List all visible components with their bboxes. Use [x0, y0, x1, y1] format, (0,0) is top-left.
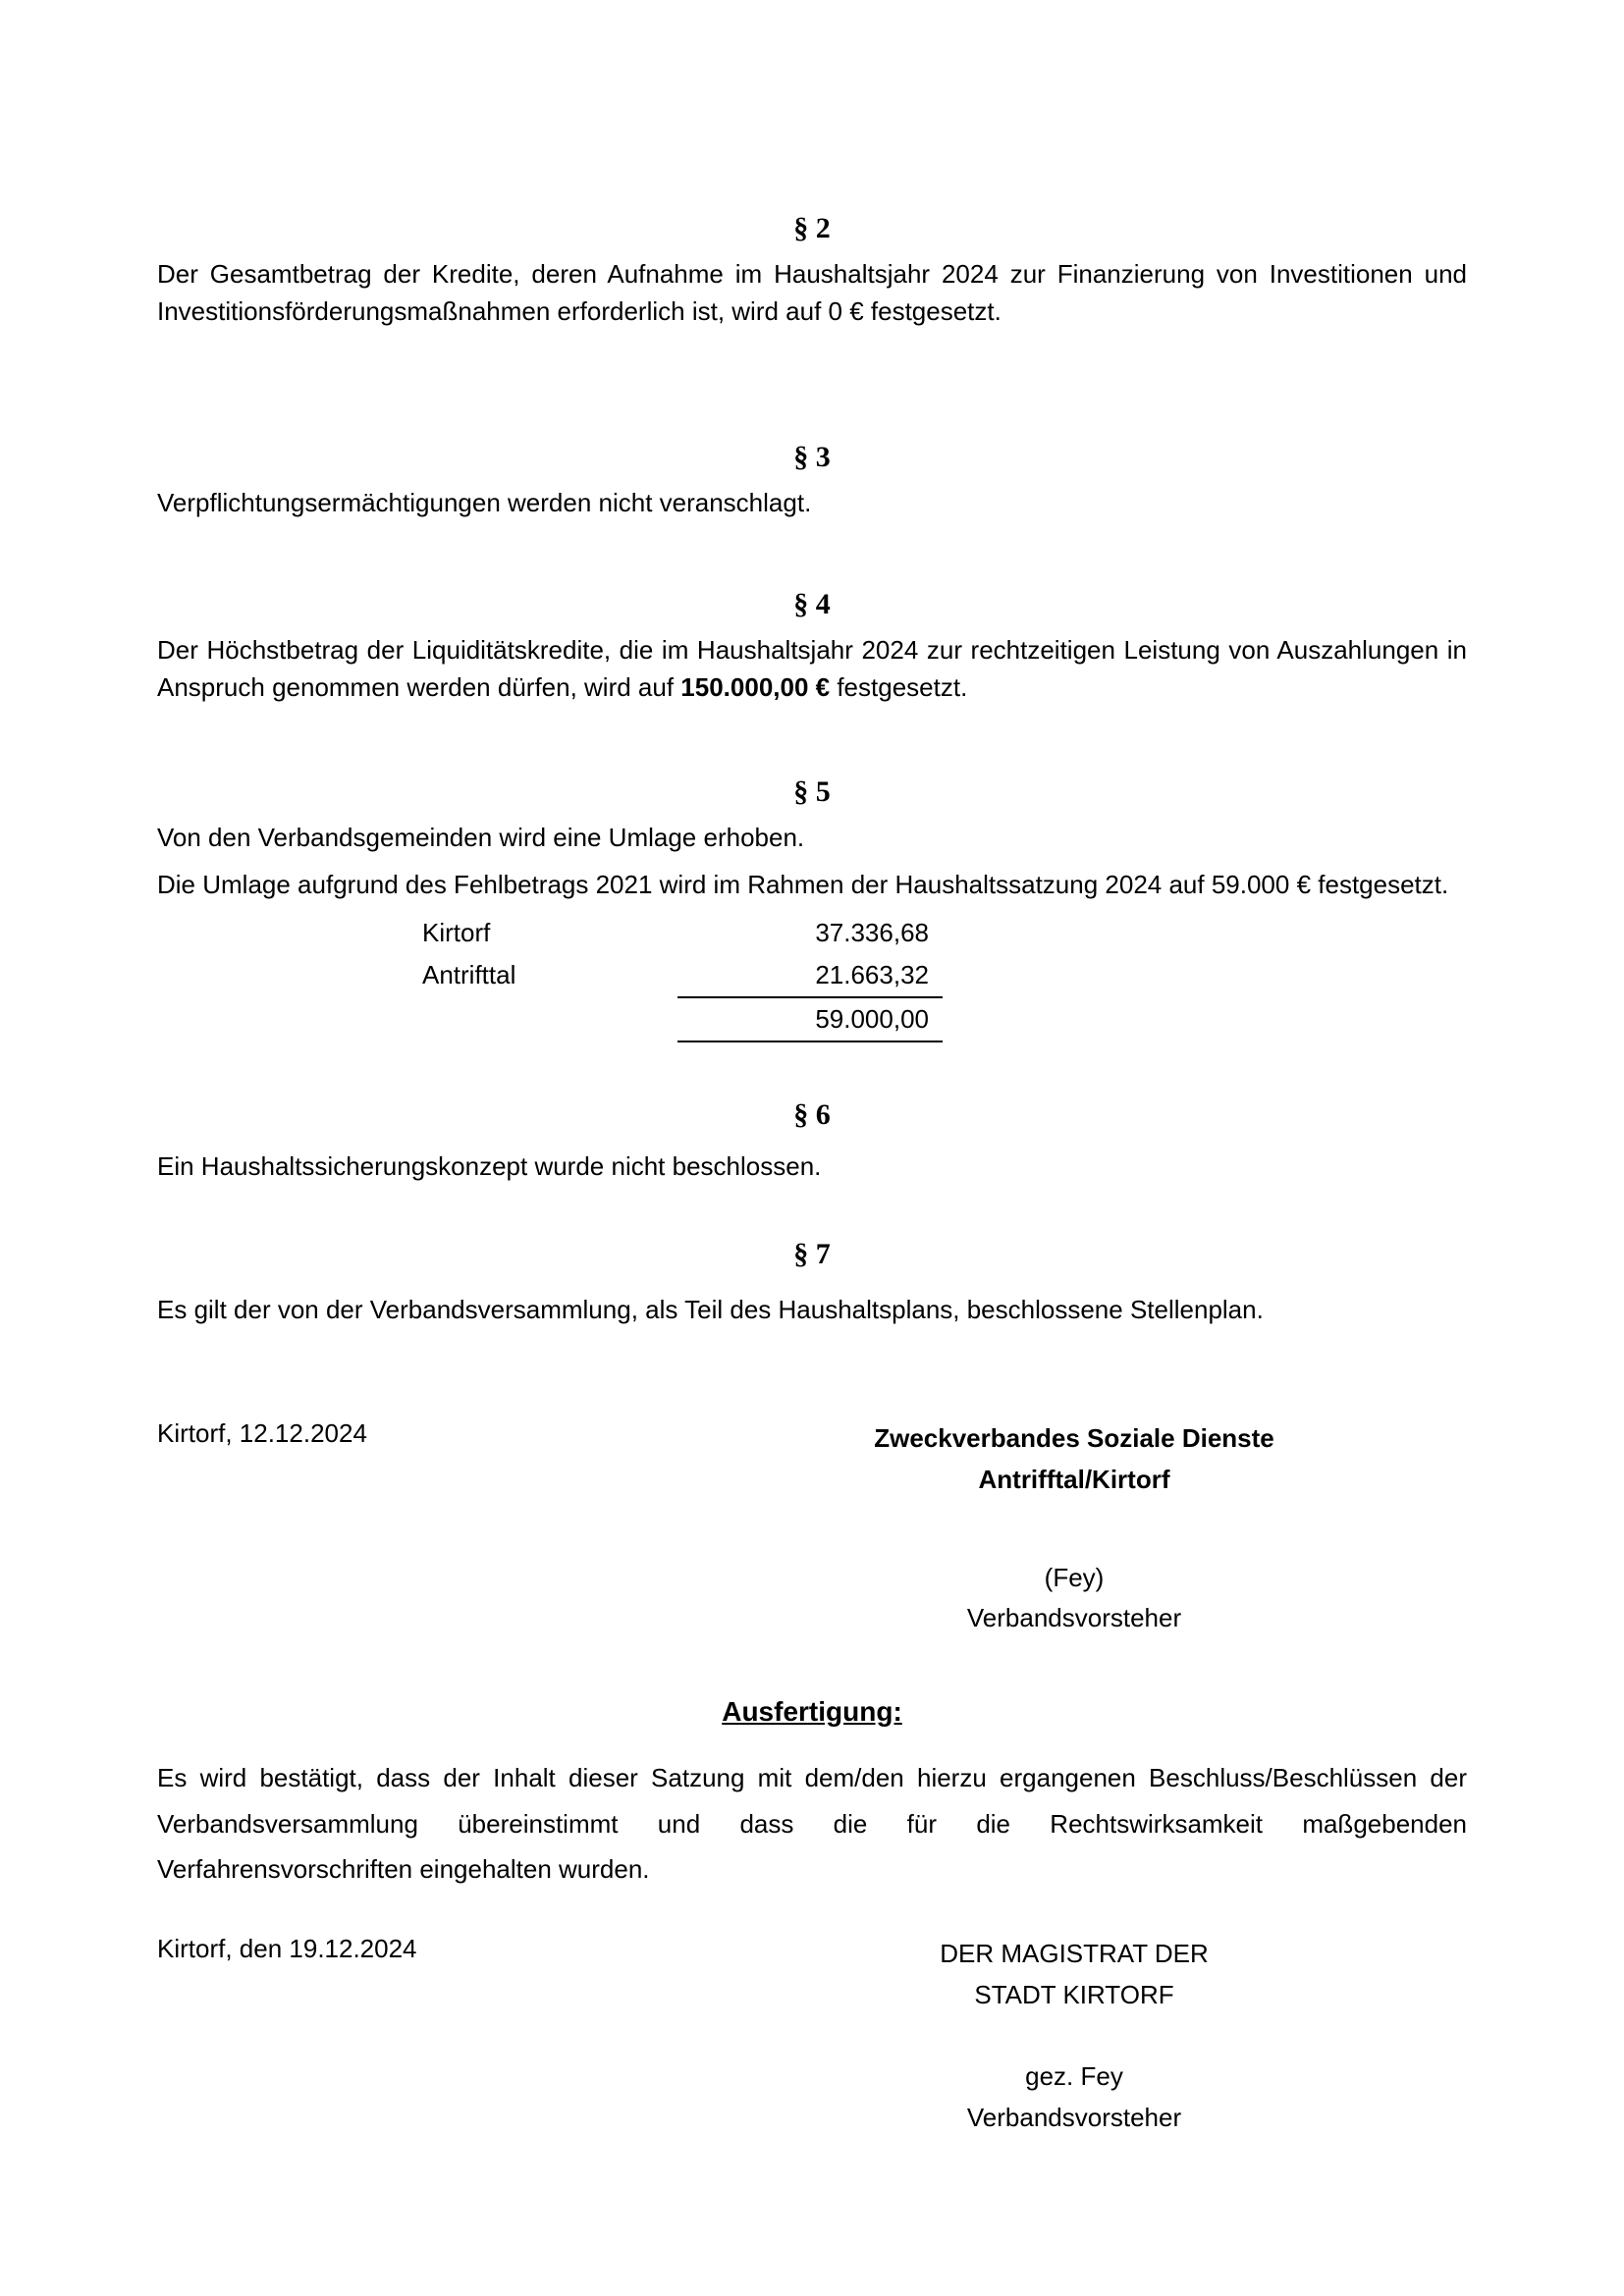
section-4-heading: § 4 — [793, 588, 831, 621]
signature-2-organization — [799, 1934, 1349, 2015]
section-2-heading: § 2 — [793, 212, 831, 244]
signature-1-org-line-2: Antrifftal/Kirtorf — [978, 1465, 1170, 1495]
section-4-amount: 150.000,00 € — [680, 671, 831, 702]
section-6 — [157, 1097, 1467, 1186]
row-label-empty — [422, 997, 677, 1041]
section-4 — [157, 587, 1467, 706]
section-4-text-post: festgesetzt. — [830, 671, 968, 702]
section-7-heading: § 7 — [793, 1237, 831, 1270]
signer-2-name: gez. Fey — [1025, 2061, 1123, 2092]
row-label: Kirtorf — [422, 917, 491, 947]
section-7-paragraph: Es gilt der von der Verbandsversammlung, als Teil des Haushaltsplans, beschlossene Stellenplan. — [157, 1294, 1264, 1324]
section-2-paragraph: Der Gesamtbetrag der Kredite, deren Aufnahme im Haushaltsjahr 2024 zur Finanzierung von Investitionen und Investitionsförderungsmaßnahmen erforderlich ist, wird auf 0 € festgesetzt. — [157, 259, 1467, 326]
signature-1-org-line-1: Zweckverbandes Soziale Dienste — [874, 1423, 1274, 1454]
row-value: 21.663,32 — [677, 954, 943, 997]
signer-1-title: Verbandsvorsteher — [966, 1603, 1182, 1633]
table-row-antrifttal — [422, 954, 943, 997]
signer-2-title: Verbandsvorsteher — [966, 2103, 1182, 2133]
section-7 — [157, 1237, 1467, 1329]
signer-block-2 — [799, 2056, 1349, 2138]
section-5-paragraph-2: Die Umlage aufgrund des Fehlbetrags 2021 wird im Rahmen der Haushaltssatzung 2024 auf 59.000 € festgesetzt. — [157, 870, 1449, 900]
signature-2-org-line-1: DER MAGISTRAT DER — [940, 1939, 1209, 1969]
section-6-heading: § 6 — [793, 1098, 831, 1132]
section-3 — [157, 440, 1467, 522]
section-3-heading: § 3 — [793, 441, 831, 474]
signature-2-place-date: Kirtorf, den 19.12.2024 — [157, 1934, 417, 1964]
table-row-kirtorf — [422, 912, 943, 954]
signature-2-org-line-2: STADT KIRTORF — [974, 1979, 1174, 2009]
row-label: Antrifttal — [422, 960, 516, 990]
umlage-table — [422, 912, 943, 1042]
section-3-paragraph: Verpflichtungsermächtigungen werden nicht veranschlagt. — [157, 488, 812, 518]
row-value: 37.336,68 — [815, 917, 929, 947]
total-value: 59.000,00 — [677, 997, 943, 1041]
ausfertigung-heading: Ausfertigung: — [722, 1695, 902, 1727]
signature-block-2 — [157, 1934, 1467, 2015]
signature-block-1 — [157, 1418, 1467, 1500]
signer-block-1 — [799, 1558, 1349, 1639]
signature-1-place-date: Kirtorf, 12.12.2024 — [157, 1418, 367, 1449]
section-4-text-pre: Der Höchstbetrag der Liquiditätskredite, die im Haushaltsjahr 2024 zur rechtzeitigen Leistung von Auszahlungen in Anspruch genommen werden dürfen, wird auf — [157, 635, 1467, 702]
table-row-total — [422, 997, 943, 1041]
signature-1-organization — [799, 1418, 1349, 1500]
ausfertigung-paragraph: Es wird bestätigt, dass der Inhalt dieser Satzung mit dem/den hierzu ergangenen Beschluss/Beschlüssen der Verbandsversammlung übereinstimmt und dass die für die Rechtswirksamkeit maßgebenden Verfahrensvorschriften eingehalten wurden. — [157, 1762, 1467, 1885]
section-4-paragraph — [157, 632, 1467, 706]
section-6-paragraph: Ein Haushaltssicherungskonzept wurde nicht beschlossen. — [157, 1151, 822, 1182]
section-5 — [157, 774, 1467, 1042]
section-2 — [157, 211, 1467, 330]
section-5-heading: § 5 — [793, 775, 831, 809]
signer-1-name: (Fey) — [1044, 1562, 1105, 1592]
section-5-paragraph-1: Von den Verbandsgemeinden wird eine Umlage erhoben. — [157, 823, 805, 853]
ausfertigung-section — [157, 1696, 1467, 1893]
